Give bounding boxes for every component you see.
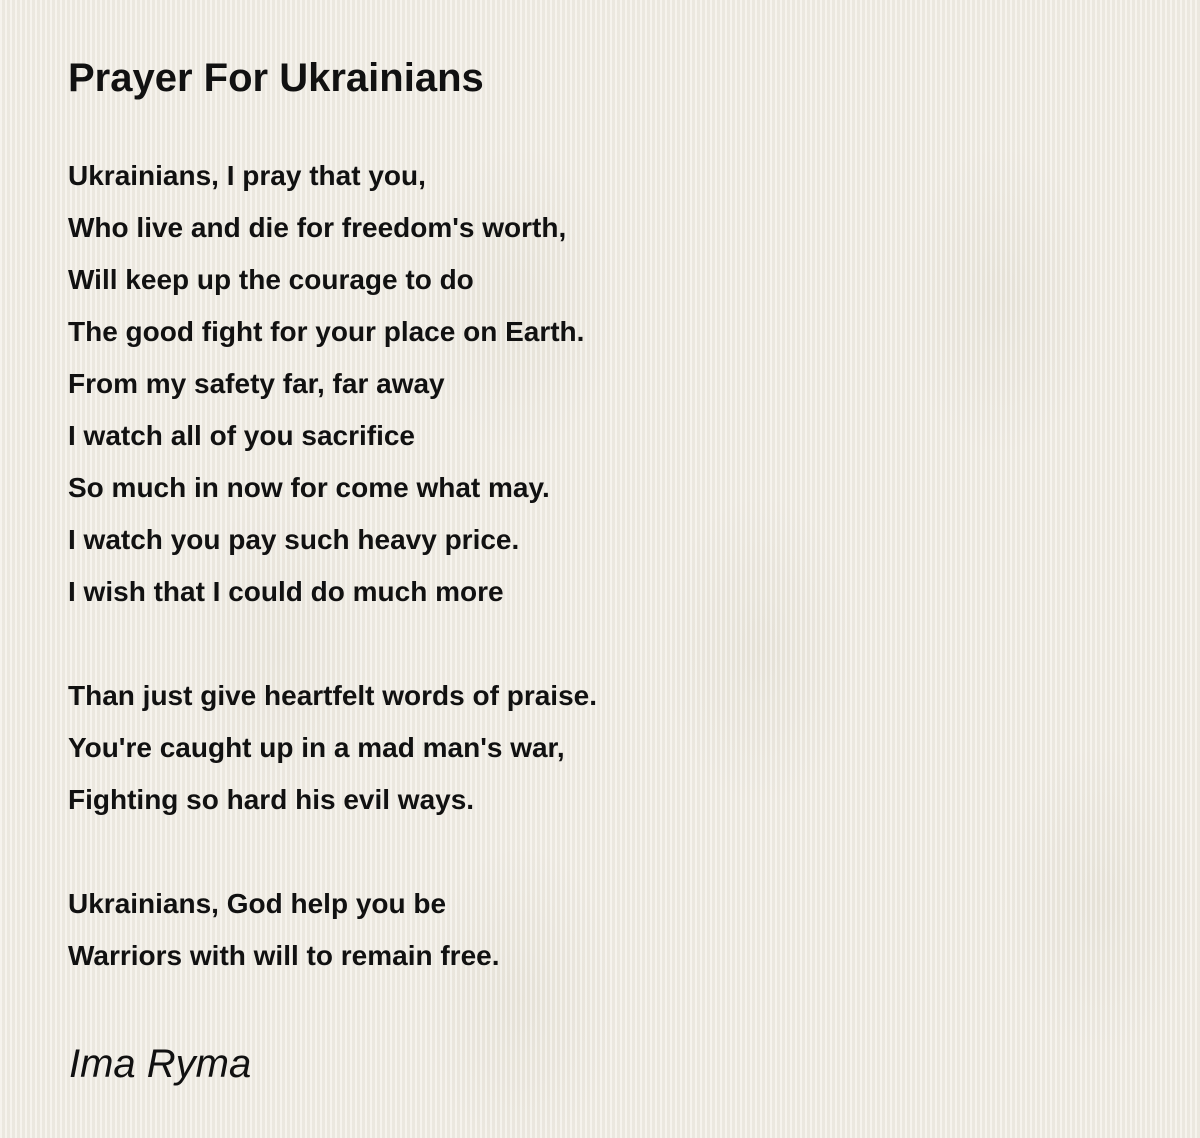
stanza-3 (68, 878, 1128, 982)
poem-line: So much in now for come what may. (68, 472, 550, 503)
poem-line: Warriors with will to remain free. (68, 940, 500, 971)
poem-line: I watch you pay such heavy price. (68, 524, 520, 555)
poem-line: Ukrainians, God help you be (68, 888, 447, 919)
poem-line: Who live and die for freedom's worth, (68, 212, 567, 243)
stanza-1 (68, 150, 1128, 618)
poem-line: I watch all of you sacrifice (68, 420, 416, 451)
poem-line: I wish that I could do much more (68, 576, 504, 607)
poem-line: From my safety far, far away (68, 368, 445, 399)
poem-author: Ima Ryma (69, 1042, 252, 1086)
stanza-2 (68, 670, 1128, 826)
poem-line: Ukrainians, I pray that you, (68, 160, 426, 191)
poem-line: Than just give heartfelt words of praise. (68, 680, 597, 711)
poem-title: Prayer For Ukrainians (68, 56, 484, 100)
poem-line: The good fight for your place on Earth. (68, 316, 585, 347)
poem-line: You're caught up in a mad man's war, (68, 732, 565, 763)
poem-line: Fighting so hard his evil ways. (68, 784, 475, 815)
poem-line: Will keep up the courage to do (68, 264, 474, 295)
poem-body (68, 150, 1128, 1034)
